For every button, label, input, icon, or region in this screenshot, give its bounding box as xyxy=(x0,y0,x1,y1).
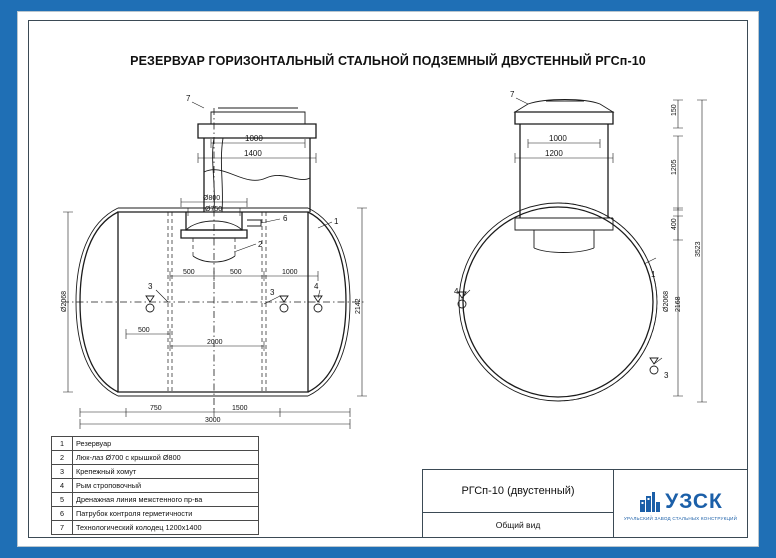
dim-side-1200: 1200 xyxy=(545,149,563,158)
dim-front-d800: Ø800 xyxy=(203,195,221,202)
dim-side-1205: 1205 xyxy=(671,159,678,175)
dim-front-500c: 500 xyxy=(138,327,150,334)
legend-text: Резервуар xyxy=(73,437,259,451)
callout-front-1: 1 xyxy=(334,217,339,226)
callout-front-2: 2 xyxy=(258,240,263,249)
legend-num: 6 xyxy=(52,507,73,521)
legend-num: 7 xyxy=(52,521,73,535)
factory-icon xyxy=(638,490,662,514)
table-row xyxy=(52,437,259,451)
logo-subtitle: УРАЛЬСКИЙ ЗАВОД СТАЛЬНЫХ КОНСТРУКЦИЙ xyxy=(623,515,738,521)
table-row xyxy=(52,507,259,521)
legend-num: 4 xyxy=(52,479,73,493)
dim-side-1000: 1000 xyxy=(549,134,567,143)
callout-side-3: 3 xyxy=(664,371,669,380)
dim-front-1000b: 1000 xyxy=(282,269,298,276)
dim-side-2168: 2168 xyxy=(675,296,682,312)
callout-front-4: 4 xyxy=(314,282,319,291)
dim-front-outer-h: 2142 xyxy=(355,298,362,314)
legend-num: 1 xyxy=(52,437,73,451)
legend-num: 3 xyxy=(52,465,73,479)
callout-front-3a: 3 xyxy=(148,282,153,291)
dim-front-750: 750 xyxy=(150,405,162,412)
legend-num: 2 xyxy=(52,451,73,465)
front-view xyxy=(61,94,367,429)
dim-side-d2068: Ø2068 xyxy=(663,290,670,312)
view-name: Общий вид xyxy=(495,520,541,530)
dim-front-500a: 500 xyxy=(183,269,195,276)
dim-side-3523: 3523 xyxy=(695,241,702,257)
dim-front-2000: 2000 xyxy=(207,339,223,346)
callout-front-3b: 3 xyxy=(270,288,275,297)
callout-side-7: 7 xyxy=(510,90,515,99)
dim-front-1500: 1500 xyxy=(232,405,248,412)
dim-front-1400: 1400 xyxy=(244,149,262,158)
dim-front-1000: 1000 xyxy=(245,134,263,143)
title-block xyxy=(422,469,748,538)
table-row xyxy=(52,493,259,507)
product-name: РГСп-10 (двустенный) xyxy=(423,470,613,513)
legend-text: Дренажная линия межстенного пр-ва xyxy=(73,493,259,507)
dim-side-400: 400 xyxy=(671,218,678,230)
legend-num: 5 xyxy=(52,493,73,507)
legend-table xyxy=(51,436,259,535)
page-title: РЕЗЕРВУАР ГОРИЗОНТАЛЬНЫЙ СТАЛЬНОЙ ПОДЗЕМНЫЙ ДВУСТЕННЫЙ РГСп-10 xyxy=(130,54,646,68)
callout-front-7: 7 xyxy=(186,94,191,103)
legend-text: Крепежный хомут xyxy=(73,465,259,479)
table-row xyxy=(52,521,259,535)
side-view xyxy=(454,90,707,402)
table-row xyxy=(52,479,259,493)
callout-front-6: 6 xyxy=(283,214,288,223)
table-row xyxy=(52,465,259,479)
legend-text: Патрубок контроля герметичности xyxy=(73,507,259,521)
legend-text: Рым строповочный xyxy=(73,479,259,493)
dim-front-d750: Ø750 xyxy=(205,206,223,213)
table-row xyxy=(52,451,259,465)
callout-side-1: 1 xyxy=(651,270,656,279)
callout-side-4: 4 xyxy=(454,287,459,296)
logo-text: УЗСК xyxy=(665,490,723,513)
dim-front-3000: 3000 xyxy=(205,417,221,424)
company-logo xyxy=(614,470,747,537)
dim-front-500b: 500 xyxy=(230,269,242,276)
dim-front-shell-dia: Ø2068 xyxy=(61,290,68,312)
legend-text: Технологический колодец 1200х1400 xyxy=(73,521,259,535)
legend-text: Люк-лаз Ø700 с крышкой Ø800 xyxy=(73,451,259,465)
drawing-sheet xyxy=(18,12,758,546)
title-block-left xyxy=(423,470,614,537)
dim-side-150: 150 xyxy=(671,104,678,116)
